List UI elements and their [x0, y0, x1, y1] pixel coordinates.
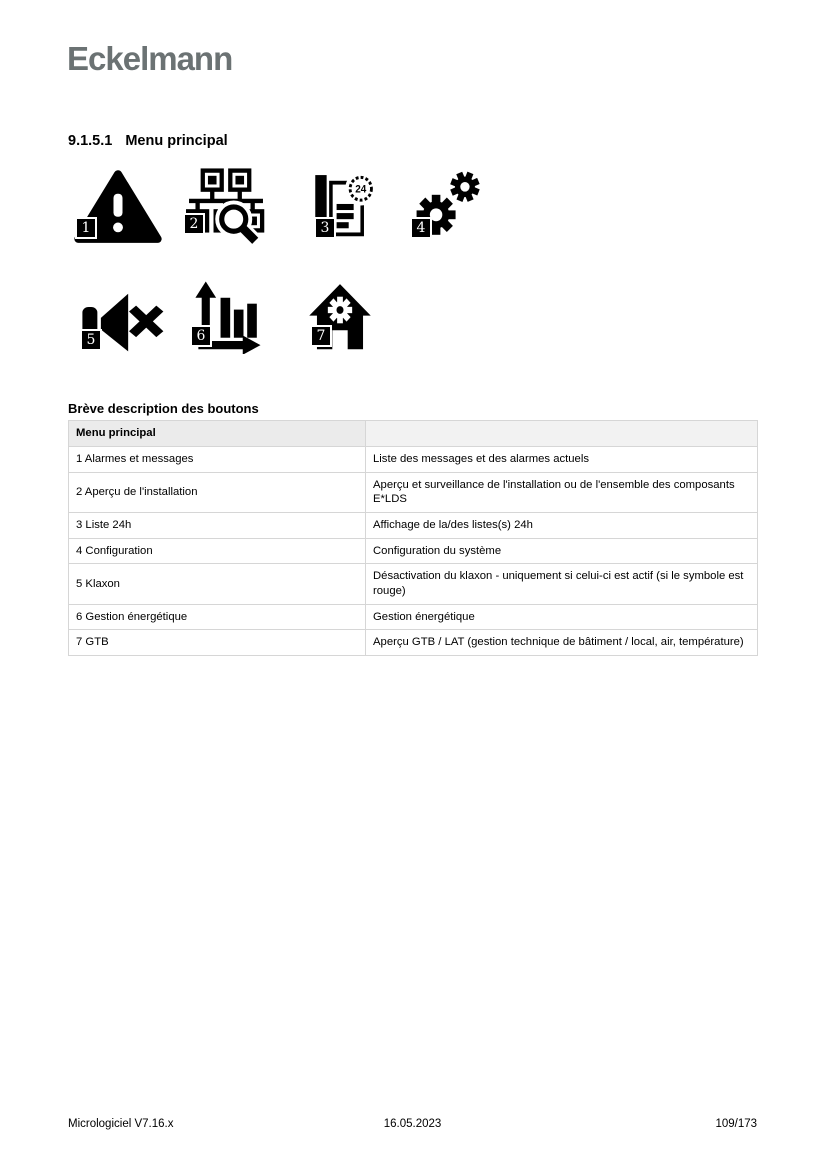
footer-page-number: 109/173: [715, 1118, 758, 1130]
cell-button-label: 1 Alarmes et messages: [69, 447, 366, 473]
page-footer: [68, 1118, 757, 1130]
table-header-menu-principal: Menu principal: [69, 421, 366, 447]
icon-badge-5: 5: [80, 329, 102, 351]
table-row-klaxon: [69, 564, 758, 604]
cell-button-label: 4 Configuration: [69, 538, 366, 564]
section-heading-number: 9.1.5.1: [68, 133, 113, 149]
table-header-row: [69, 421, 758, 447]
cell-button-description: Gestion énergétique: [366, 604, 758, 630]
table-row-configuration: [69, 538, 758, 564]
icon-badge-2: 2: [183, 213, 205, 235]
table-row-alarms: [69, 447, 758, 473]
table-header-empty: [366, 421, 758, 447]
icon-badge-4: 4: [410, 217, 432, 239]
cell-button-description: Liste des messages et des alarmes actuels: [366, 447, 758, 473]
icon-badge-6: 6: [190, 325, 212, 347]
table-row-gtb: [69, 630, 758, 656]
table-row-installation: [69, 472, 758, 512]
icon-badge-3: 3: [314, 217, 336, 239]
cell-button-label: 6 Gestion énergétique: [69, 604, 366, 630]
cell-button-label: 3 Liste 24h: [69, 513, 366, 539]
cell-button-label: 7 GTB: [69, 630, 366, 656]
cell-button-description: Désactivation du klaxon - uniquement si celui-ci est actif (si le symbole est rouge): [366, 564, 758, 604]
cell-button-label: 2 Aperçu de l'installation: [69, 472, 366, 512]
buttons-description-table: [68, 420, 758, 656]
cell-button-label: 5 Klaxon: [69, 564, 366, 604]
table-row-liste-24h: [69, 513, 758, 539]
section-heading-title: Menu principal: [125, 133, 228, 149]
section-heading: [68, 133, 228, 149]
icon-badge-1: 1: [75, 217, 97, 239]
cell-button-description: Aperçu et surveillance de l'installation ou de l'ensemble des composants E*LDS: [366, 472, 758, 512]
svg-text:24: 24: [355, 184, 367, 196]
table-row-energie: [69, 604, 758, 630]
table-title: Brève description des boutons: [68, 401, 259, 416]
cell-button-description: Affichage de la/des listes(s) 24h: [366, 513, 758, 539]
footer-date: 16.05.2023: [383, 1118, 442, 1130]
icon-badge-7: 7: [310, 325, 332, 347]
eckelmann-logo: Eckelmann: [67, 40, 233, 77]
footer-firmware-version: Micrologiciel V7.16.x: [68, 1118, 174, 1130]
cell-button-description: Aperçu GTB / LAT (gestion technique de bâtiment / local, air, température): [366, 630, 758, 656]
cell-button-description: Configuration du système: [366, 538, 758, 564]
